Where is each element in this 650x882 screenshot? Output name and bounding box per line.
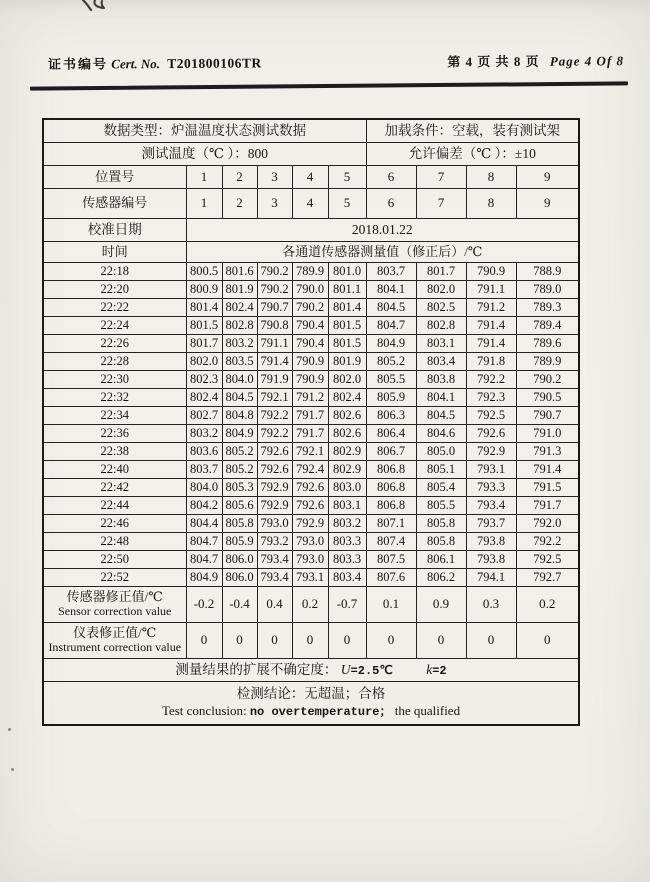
reading-cell: 791.5 bbox=[516, 479, 579, 497]
time-cell: 22:18 bbox=[43, 263, 186, 281]
reading-cell: 792.1 bbox=[257, 389, 292, 407]
uncertainty-prefix: 测量结果的扩展不确定度： bbox=[175, 661, 338, 677]
instrument-correction-cell: 0 bbox=[516, 623, 579, 659]
reading-cell: 805.4 bbox=[416, 479, 466, 497]
time-cell: 22:40 bbox=[43, 461, 186, 479]
reading-cell: 804.5 bbox=[366, 299, 416, 317]
sensor-correction-cell: -0.7 bbox=[328, 587, 366, 623]
reading-cell: 802.4 bbox=[186, 389, 222, 407]
reading-cell: 804.2 bbox=[186, 497, 222, 515]
reading-cell: 791.8 bbox=[466, 353, 516, 371]
uncertainty-u-value: =2.5℃ bbox=[350, 663, 393, 678]
reading-cell: 790.9 bbox=[292, 353, 328, 371]
reading-cell: 803.7 bbox=[366, 263, 416, 281]
reading-cell: 805.1 bbox=[416, 461, 466, 479]
time-cell: 22:30 bbox=[43, 371, 186, 389]
conclusion-en-mono: no overtemperature； bbox=[249, 704, 392, 719]
sensor-number-cell: 5 bbox=[328, 189, 366, 219]
reading-row bbox=[43, 497, 579, 515]
reading-row bbox=[43, 551, 579, 569]
reading-cell: 802.3 bbox=[186, 371, 222, 389]
reading-cell: 806.1 bbox=[416, 551, 466, 569]
reading-cell: 791.9 bbox=[257, 371, 292, 389]
time-cell: 22:22 bbox=[43, 299, 186, 317]
reading-cell: 801.1 bbox=[328, 281, 366, 299]
reading-cell: 805.2 bbox=[222, 461, 257, 479]
reading-cell: 801.5 bbox=[328, 317, 366, 335]
calibration-date-value-cell: 2018.01.22 bbox=[186, 219, 579, 242]
reading-cell: 803.8 bbox=[416, 371, 466, 389]
reading-row bbox=[43, 371, 579, 389]
reading-cell: 804.1 bbox=[416, 389, 466, 407]
conclusion-en bbox=[45, 704, 577, 720]
test-data-table-wrap bbox=[42, 118, 580, 726]
reading-cell: 806.3 bbox=[366, 407, 416, 425]
channel-header-cell: 各通道传感器测量值（修正后）/℃ bbox=[186, 242, 579, 263]
header-rule bbox=[30, 81, 628, 90]
reading-cell: 790.5 bbox=[516, 389, 579, 407]
cert-number-line bbox=[48, 52, 262, 72]
sensor-correction-cell: 0.1 bbox=[366, 587, 416, 623]
instrument-correction-label-en: Instrument correction value bbox=[48, 640, 182, 655]
reading-cell: 790.8 bbox=[257, 317, 292, 335]
reading-cell: 804.6 bbox=[416, 425, 466, 443]
time-cell: 22:28 bbox=[43, 353, 186, 371]
conclusion-cell bbox=[43, 682, 579, 726]
reading-cell: 793.4 bbox=[257, 551, 292, 569]
sensor-label-cell: 传感器编号 bbox=[43, 189, 186, 219]
uncertainty-u-symbol: U bbox=[340, 661, 351, 677]
reading-cell: 804.5 bbox=[416, 407, 466, 425]
reading-cell: 794.1 bbox=[466, 569, 516, 587]
time-label-cell: 时间 bbox=[43, 242, 186, 263]
reading-cell: 789.6 bbox=[516, 335, 579, 353]
time-cell: 22:32 bbox=[43, 389, 186, 407]
sensor-number-cell: 3 bbox=[257, 189, 292, 219]
reading-cell: 792.6 bbox=[292, 497, 328, 515]
reading-cell: 802.0 bbox=[328, 371, 366, 389]
allowed-deviation-cell: 允许偏差（℃ ）：±10 bbox=[366, 143, 579, 166]
reading-cell: 793.0 bbox=[257, 515, 292, 533]
reading-cell: 803.2 bbox=[222, 335, 257, 353]
reading-row bbox=[43, 335, 579, 353]
time-cell: 22:20 bbox=[43, 281, 186, 299]
reading-cell: 791.4 bbox=[516, 461, 579, 479]
reading-cell: 790.2 bbox=[292, 299, 328, 317]
reading-cell: 803.0 bbox=[328, 479, 366, 497]
instrument-correction-cell: 0 bbox=[292, 623, 328, 659]
instrument-correction-row bbox=[43, 623, 579, 659]
conclusion-en-prefix: Test conclusion: bbox=[161, 702, 250, 718]
reading-cell: 790.2 bbox=[257, 263, 292, 281]
instrument-correction-cell: 0 bbox=[328, 623, 366, 659]
instrument-correction-cell: 0 bbox=[366, 623, 416, 659]
test-data-table bbox=[42, 118, 580, 726]
reading-cell: 805.9 bbox=[366, 389, 416, 407]
conclusion-row bbox=[43, 682, 579, 726]
cert-label-cn: 证书编号 bbox=[47, 56, 109, 72]
sensor-correction-cell: -0.2 bbox=[186, 587, 222, 623]
reading-cell: 789.4 bbox=[516, 317, 579, 335]
reading-cell: 805.6 bbox=[222, 497, 257, 515]
reading-cell: 792.0 bbox=[516, 515, 579, 533]
reading-cell: 790.7 bbox=[257, 299, 292, 317]
instrument-correction-cell: 0 bbox=[222, 623, 257, 659]
sensor-correction-cell: 0.2 bbox=[516, 587, 579, 623]
reading-row bbox=[43, 299, 579, 317]
page-header bbox=[48, 50, 624, 73]
sensor-correction-label-cn: 传感器修正值/℃ bbox=[66, 589, 163, 605]
reading-cell: 791.7 bbox=[292, 425, 328, 443]
reading-cell: 790.0 bbox=[292, 281, 328, 299]
instrument-correction-cell: 0 bbox=[186, 623, 222, 659]
time-cell: 22:38 bbox=[43, 443, 186, 461]
reading-cell: 790.7 bbox=[516, 407, 579, 425]
position-cell: 2 bbox=[222, 166, 257, 189]
reading-cell: 806.0 bbox=[222, 569, 257, 587]
instrument-correction-label-cn: 仪表修正值/℃ bbox=[73, 625, 157, 641]
reading-cell: 804.0 bbox=[222, 371, 257, 389]
reading-cell: 793.3 bbox=[466, 479, 516, 497]
readings-body bbox=[43, 263, 579, 587]
reading-cell: 800.5 bbox=[186, 263, 222, 281]
reading-cell: 791.7 bbox=[516, 497, 579, 515]
sensor-correction-row bbox=[43, 587, 579, 623]
reading-cell: 801.7 bbox=[416, 263, 466, 281]
reading-cell: 793.7 bbox=[466, 515, 516, 533]
reading-cell: 792.6 bbox=[257, 461, 292, 479]
uncertainty-row bbox=[43, 659, 579, 682]
position-cell: 1 bbox=[186, 166, 222, 189]
reading-row bbox=[43, 569, 579, 587]
meta-row-2 bbox=[43, 143, 579, 166]
conclusion-cn: 检测结论：无超温；合格 bbox=[236, 686, 386, 702]
scan-speck bbox=[11, 768, 14, 771]
reading-cell: 805.8 bbox=[222, 515, 257, 533]
sensor-number-cell: 4 bbox=[292, 189, 328, 219]
reading-cell: 804.9 bbox=[186, 569, 222, 587]
instrument-correction-cell: 0 bbox=[257, 623, 292, 659]
reading-cell: 792.6 bbox=[466, 425, 516, 443]
reading-cell: 806.7 bbox=[366, 443, 416, 461]
reading-cell: 802.4 bbox=[222, 299, 257, 317]
time-cell: 22:24 bbox=[43, 317, 186, 335]
reading-cell: 802.8 bbox=[222, 317, 257, 335]
reading-cell: 792.1 bbox=[292, 443, 328, 461]
reading-cell: 793.0 bbox=[292, 533, 328, 551]
reading-cell: 802.6 bbox=[328, 425, 366, 443]
position-cell: 4 bbox=[292, 166, 328, 189]
reading-cell: 803.1 bbox=[328, 497, 366, 515]
reading-cell: 804.7 bbox=[186, 533, 222, 551]
reading-cell: 793.0 bbox=[292, 551, 328, 569]
reading-row bbox=[43, 461, 579, 479]
time-cell: 22:44 bbox=[43, 497, 186, 515]
sensor-correction-cell: 0.4 bbox=[257, 587, 292, 623]
reading-cell: 804.5 bbox=[222, 389, 257, 407]
reading-cell: 803.6 bbox=[186, 443, 222, 461]
reading-cell: 793.2 bbox=[257, 533, 292, 551]
reading-cell: 792.2 bbox=[257, 425, 292, 443]
reading-cell: 805.8 bbox=[416, 515, 466, 533]
reading-cell: 805.2 bbox=[366, 353, 416, 371]
instrument-correction-cell: 0 bbox=[416, 623, 466, 659]
reading-cell: 793.4 bbox=[257, 569, 292, 587]
reading-cell: 792.2 bbox=[466, 371, 516, 389]
cert-number: T201800106TR bbox=[167, 55, 262, 72]
time-cell: 22:46 bbox=[43, 515, 186, 533]
sensor-number-cell: 6 bbox=[366, 189, 416, 219]
reading-cell: 805.5 bbox=[416, 497, 466, 515]
reading-cell: 791.4 bbox=[257, 353, 292, 371]
meta-row-1 bbox=[43, 119, 579, 143]
time-cell: 22:34 bbox=[43, 407, 186, 425]
reading-cell: 792.2 bbox=[257, 407, 292, 425]
reading-cell: 793.1 bbox=[292, 569, 328, 587]
reading-cell: 791.1 bbox=[257, 335, 292, 353]
reading-row bbox=[43, 515, 579, 533]
reading-cell: 791.0 bbox=[516, 425, 579, 443]
pen-mark bbox=[78, 0, 112, 13]
reading-cell: 807.6 bbox=[366, 569, 416, 587]
reading-cell: 801.7 bbox=[186, 335, 222, 353]
reading-cell: 806.0 bbox=[222, 551, 257, 569]
instrument-correction-cell: 0 bbox=[466, 623, 516, 659]
position-label-cell: 位置号 bbox=[43, 166, 186, 189]
reading-cell: 801.5 bbox=[328, 335, 366, 353]
reading-row bbox=[43, 479, 579, 497]
reading-cell: 801.9 bbox=[222, 281, 257, 299]
time-header-row bbox=[43, 242, 579, 263]
sensor-correction-label-en: Sensor correction value bbox=[58, 604, 172, 619]
reading-cell: 804.0 bbox=[186, 479, 222, 497]
reading-row bbox=[43, 389, 579, 407]
sensor-correction-label-cell bbox=[43, 587, 186, 623]
reading-cell: 805.2 bbox=[222, 443, 257, 461]
reading-cell: 791.3 bbox=[516, 443, 579, 461]
reading-cell: 792.5 bbox=[516, 551, 579, 569]
reading-cell: 802.8 bbox=[416, 317, 466, 335]
reading-row bbox=[43, 443, 579, 461]
reading-cell: 807.1 bbox=[366, 515, 416, 533]
reading-row bbox=[43, 281, 579, 299]
calibration-date-label-cell: 校准日期 bbox=[43, 219, 186, 242]
reading-cell: 806.8 bbox=[366, 479, 416, 497]
time-cell: 22:52 bbox=[43, 569, 186, 587]
reading-cell: 802.7 bbox=[186, 407, 222, 425]
reading-cell: 793.4 bbox=[466, 497, 516, 515]
page-number-line bbox=[447, 50, 624, 70]
reading-row bbox=[43, 425, 579, 443]
reading-cell: 792.9 bbox=[257, 479, 292, 497]
sensor-number-cell: 8 bbox=[466, 189, 516, 219]
uncertainty-cell bbox=[43, 659, 579, 682]
reading-row bbox=[43, 263, 579, 281]
reading-cell: 792.6 bbox=[292, 479, 328, 497]
load-condition-cell: 加载条件：空载，装有测试架 bbox=[366, 119, 579, 143]
time-cell: 22:36 bbox=[43, 425, 186, 443]
reading-cell: 791.4 bbox=[466, 335, 516, 353]
sensor-correction-cell: 0.2 bbox=[292, 587, 328, 623]
uncertainty-k-symbol: k bbox=[426, 661, 433, 677]
reading-cell: 792.9 bbox=[292, 515, 328, 533]
reading-cell: 803.1 bbox=[416, 335, 466, 353]
reading-cell: 802.9 bbox=[328, 461, 366, 479]
reading-cell: 800.9 bbox=[186, 281, 222, 299]
time-cell: 22:50 bbox=[43, 551, 186, 569]
reading-cell: 804.9 bbox=[366, 335, 416, 353]
reading-cell: 802.6 bbox=[328, 407, 366, 425]
reading-cell: 804.1 bbox=[366, 281, 416, 299]
reading-cell: 793.1 bbox=[466, 461, 516, 479]
reading-cell: 803.2 bbox=[186, 425, 222, 443]
reading-cell: 791.2 bbox=[466, 299, 516, 317]
reading-cell: 801.9 bbox=[328, 353, 366, 371]
position-cell: 8 bbox=[466, 166, 516, 189]
sensor-number-cell: 2 bbox=[222, 189, 257, 219]
reading-cell: 792.5 bbox=[466, 407, 516, 425]
reading-cell: 792.9 bbox=[257, 497, 292, 515]
reading-cell: 805.9 bbox=[222, 533, 257, 551]
reading-cell: 801.5 bbox=[186, 317, 222, 335]
reading-cell: 793.8 bbox=[466, 533, 516, 551]
table-footer-rows bbox=[43, 587, 579, 726]
reading-cell: 803.2 bbox=[328, 515, 366, 533]
reading-cell: 792.2 bbox=[516, 533, 579, 551]
reading-cell: 790.9 bbox=[292, 371, 328, 389]
reading-cell: 791.2 bbox=[292, 389, 328, 407]
reading-cell: 802.0 bbox=[186, 353, 222, 371]
reading-row bbox=[43, 533, 579, 551]
sensor-number-cell: 7 bbox=[416, 189, 466, 219]
reading-cell: 803.4 bbox=[328, 569, 366, 587]
reading-cell: 790.2 bbox=[257, 281, 292, 299]
reading-cell: 791.4 bbox=[466, 317, 516, 335]
test-temperature-cell: 测试温度（℃ ）：800 bbox=[43, 143, 366, 166]
reading-cell: 805.0 bbox=[416, 443, 466, 461]
reading-cell: 802.9 bbox=[328, 443, 366, 461]
reading-cell: 801.4 bbox=[328, 299, 366, 317]
conclusion-en-suffix: the qualified bbox=[391, 702, 461, 718]
reading-cell: 789.9 bbox=[292, 263, 328, 281]
reading-cell: 789.9 bbox=[516, 353, 579, 371]
reading-cell: 802.0 bbox=[416, 281, 466, 299]
sensor-correction-cell: -0.4 bbox=[222, 587, 257, 623]
scan-speck bbox=[8, 728, 11, 731]
reading-cell: 790.2 bbox=[516, 371, 579, 389]
reading-cell: 793.8 bbox=[466, 551, 516, 569]
reading-cell: 805.3 bbox=[222, 479, 257, 497]
reading-cell: 804.4 bbox=[186, 515, 222, 533]
sensor-number-row bbox=[43, 189, 579, 219]
reading-cell: 804.8 bbox=[222, 407, 257, 425]
reading-cell: 804.7 bbox=[366, 317, 416, 335]
reading-cell: 802.5 bbox=[416, 299, 466, 317]
reading-cell: 803.4 bbox=[416, 353, 466, 371]
sensor-correction-cell: 0.9 bbox=[416, 587, 466, 623]
reading-cell: 801.0 bbox=[328, 263, 366, 281]
reading-cell: 804.7 bbox=[186, 551, 222, 569]
reading-cell: 804.9 bbox=[222, 425, 257, 443]
reading-cell: 801.6 bbox=[222, 263, 257, 281]
reading-cell: 788.9 bbox=[516, 263, 579, 281]
reading-cell: 790.4 bbox=[292, 317, 328, 335]
reading-cell: 805.8 bbox=[416, 533, 466, 551]
reading-cell: 806.2 bbox=[416, 569, 466, 587]
calibration-date-row bbox=[43, 219, 579, 242]
sensor-number-cell: 1 bbox=[186, 189, 222, 219]
reading-cell: 802.4 bbox=[328, 389, 366, 407]
reading-cell: 789.0 bbox=[516, 281, 579, 299]
time-cell: 22:42 bbox=[43, 479, 186, 497]
page-info-en: Page 4 Of 8 bbox=[549, 53, 625, 69]
time-cell: 22:48 bbox=[43, 533, 186, 551]
reading-cell: 806.4 bbox=[366, 425, 416, 443]
reading-cell: 790.4 bbox=[292, 335, 328, 353]
position-cell: 7 bbox=[416, 166, 466, 189]
reading-cell: 803.3 bbox=[328, 551, 366, 569]
reading-cell: 806.8 bbox=[366, 497, 416, 515]
reading-cell: 791.7 bbox=[292, 407, 328, 425]
reading-row bbox=[43, 353, 579, 371]
reading-cell: 792.6 bbox=[257, 443, 292, 461]
instrument-correction-label-cell bbox=[43, 623, 186, 659]
reading-cell: 805.5 bbox=[366, 371, 416, 389]
reading-cell: 792.7 bbox=[516, 569, 579, 587]
page-info-cn: 第 4 页 共 8 页 bbox=[447, 53, 540, 70]
sensor-correction-cell: 0.3 bbox=[466, 587, 516, 623]
reading-cell: 807.4 bbox=[366, 533, 416, 551]
cert-label-en: Cert. No. bbox=[111, 56, 161, 72]
time-cell: 22:26 bbox=[43, 335, 186, 353]
reading-cell: 803.3 bbox=[328, 533, 366, 551]
reading-cell: 792.3 bbox=[466, 389, 516, 407]
position-cell: 5 bbox=[328, 166, 366, 189]
uncertainty-k-value: =2 bbox=[432, 663, 447, 678]
position-row bbox=[43, 166, 579, 189]
reading-cell: 803.5 bbox=[222, 353, 257, 371]
position-cell: 9 bbox=[516, 166, 579, 189]
reading-cell: 789.3 bbox=[516, 299, 579, 317]
position-cell: 3 bbox=[257, 166, 292, 189]
reading-cell: 807.5 bbox=[366, 551, 416, 569]
sensor-number-cell: 9 bbox=[516, 189, 579, 219]
reading-cell: 791.1 bbox=[466, 281, 516, 299]
reading-cell: 792.9 bbox=[466, 443, 516, 461]
table-head-rows bbox=[43, 119, 579, 263]
reading-cell: 803.7 bbox=[186, 461, 222, 479]
data-type-cell: 数据类型：炉温温度状态测试数据 bbox=[43, 119, 366, 143]
reading-cell: 806.8 bbox=[366, 461, 416, 479]
reading-cell: 792.4 bbox=[292, 461, 328, 479]
reading-row bbox=[43, 407, 579, 425]
reading-row bbox=[43, 317, 579, 335]
reading-cell: 790.9 bbox=[466, 263, 516, 281]
reading-cell: 801.4 bbox=[186, 299, 222, 317]
position-cell: 6 bbox=[366, 166, 416, 189]
